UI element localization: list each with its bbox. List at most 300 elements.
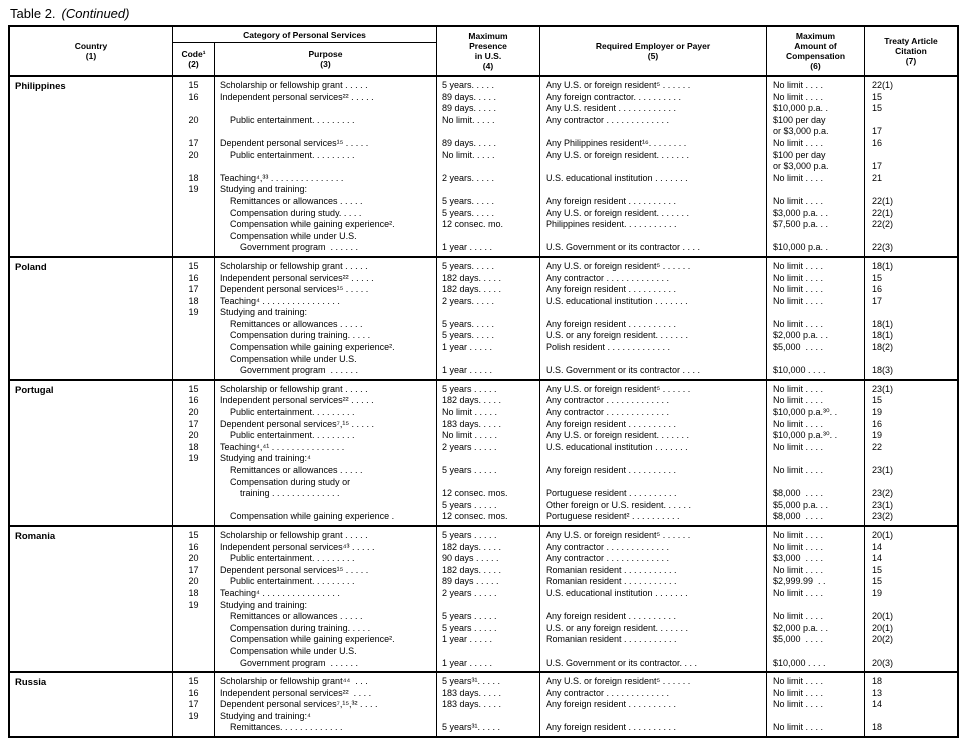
table-line: 18 xyxy=(188,587,199,598)
table-line: U.S. or any foreign resident. . . . . . . xyxy=(546,622,689,633)
table-line xyxy=(540,126,766,138)
table-line: 5 years³¹. . . . . xyxy=(442,676,501,687)
table-line xyxy=(865,150,957,162)
table-line: Any U.S. resident . . . . . . . . . . . . xyxy=(546,103,677,114)
table-line: Scholarship or fellowship grant . . . . . xyxy=(220,383,368,394)
table-line: 16 xyxy=(188,272,199,283)
table-line: Independent personal services²² . . . . . xyxy=(220,91,374,102)
table-line xyxy=(767,600,864,612)
table-line: 14 xyxy=(872,699,883,710)
country-name: Poland xyxy=(15,261,47,273)
table-line: 16 xyxy=(872,418,883,429)
table-line: Any contractor . . . . . . . . . . . . . xyxy=(546,114,670,125)
table-line xyxy=(767,646,864,658)
table-line: 5 years. . . . . xyxy=(442,260,495,271)
table-line: No limit . . . . xyxy=(773,137,824,148)
table-line: $100 per day xyxy=(773,114,826,125)
payer-column xyxy=(539,258,766,379)
table-line: Any contractor . . . . . . . . . . . . . xyxy=(546,687,670,698)
table-line: $10,000 p.a.³⁰. . xyxy=(773,430,838,441)
table-line: Scholarship or fellowship grant . . . . . xyxy=(220,529,368,540)
table-line: $10,000 p.a. . xyxy=(773,242,829,253)
table-line: 17 xyxy=(188,564,199,575)
table-header xyxy=(10,27,957,77)
table-line: Public entertainment. . . . . . . . . xyxy=(220,553,355,564)
table-line: $2,000 p.a. . . xyxy=(773,330,829,341)
table-line: U.S. Government or its contractor . . . . xyxy=(546,242,701,253)
table-line: Public entertainment. . . . . . . . . xyxy=(220,407,355,418)
table-line xyxy=(437,126,539,138)
table-line: 20(1) xyxy=(872,529,894,540)
table-title xyxy=(10,6,963,21)
table-line: U.S. educational institution . . . . . . . xyxy=(546,441,688,452)
table-line: 89 days. . . . . xyxy=(442,137,497,148)
table-line xyxy=(173,161,214,173)
table-line: 20 xyxy=(188,149,199,160)
table-line: 18 xyxy=(188,172,199,183)
table-line: Compensation while gaining experience². xyxy=(220,342,395,353)
table-line: Compensation during training. . . . . xyxy=(220,330,371,341)
table-line xyxy=(173,722,214,734)
purpose-column xyxy=(214,77,436,256)
table-line xyxy=(173,634,214,646)
table-line: 12 consec. mos. xyxy=(442,488,508,499)
table-line: 1 year . . . . . xyxy=(442,242,493,253)
table-line xyxy=(437,161,539,173)
table-line: 18(1) xyxy=(872,260,894,271)
table-line: 19 xyxy=(872,587,883,598)
table-line xyxy=(540,600,766,612)
table-line: Any U.S. or foreign resident. . . . . . . xyxy=(546,149,690,160)
table-line: Independent personal services⁴³ . . . . . xyxy=(220,541,375,552)
table-line xyxy=(173,658,214,670)
table-line: 183 days. . . . . xyxy=(442,687,502,698)
table-line: Any foreign resident . . . . . . . . . . xyxy=(546,195,677,206)
payer-column xyxy=(539,381,766,525)
country-section xyxy=(10,256,957,379)
table-line: Studying and training:⁴ xyxy=(220,710,311,721)
table-line: 20 xyxy=(188,430,199,441)
table-line: 17 xyxy=(188,699,199,710)
table-line: U.S. or any foreign resident. . . . . . . xyxy=(546,330,689,341)
table-line: 19 xyxy=(188,599,199,610)
table-line: $10,000 . . . . xyxy=(773,657,826,668)
table-line xyxy=(173,611,214,623)
table-line: 20(3) xyxy=(872,657,894,668)
table-line xyxy=(437,231,539,243)
table-line xyxy=(173,365,214,377)
table-line xyxy=(437,354,539,366)
table-line: Dependent personal services⁷,¹⁵,³² . . . . xyxy=(220,699,378,710)
table-line: 182 days. . . . . xyxy=(442,564,502,575)
table-line: Polish resident . . . . . . . . . . . . . xyxy=(546,342,671,353)
country-section xyxy=(10,379,957,525)
table-line: $7,500 p.a. . . xyxy=(773,219,829,230)
table-line: Any foreign contractor. . . . . . . . . . xyxy=(546,91,682,102)
table-line: 15 xyxy=(872,272,883,283)
payer-column xyxy=(539,77,766,256)
table-line: 5 years. . . . . xyxy=(442,207,495,218)
table-line: 22(1) xyxy=(872,195,894,206)
table-line: 5 years . . . . . xyxy=(442,529,497,540)
table-line xyxy=(173,465,214,477)
table-line: $2,999.99 . . xyxy=(773,576,826,587)
table-line xyxy=(173,231,214,243)
table-line: No limit . . . . . xyxy=(442,407,498,418)
table-line: 16 xyxy=(188,541,199,552)
table-line: 22 xyxy=(872,441,883,452)
table-line: $5,000 . . . . xyxy=(773,342,824,353)
table-line: Any contractor . . . . . . . . . . . . . xyxy=(546,407,670,418)
country-section xyxy=(10,77,957,256)
table-line: No limit . . . . xyxy=(773,676,824,687)
table-line xyxy=(215,500,436,512)
table-line: 19 xyxy=(872,430,883,441)
table-line: 15 xyxy=(188,529,199,540)
table-line: No limit. . . . . xyxy=(442,149,495,160)
table-line: Compensation during study or xyxy=(220,476,351,487)
table-line: 5 years . . . . . xyxy=(442,622,497,633)
table-line: $5,000 p.a. . . xyxy=(773,499,829,510)
table-line: Public entertainment. . . . . . . . . xyxy=(220,576,355,587)
table-line xyxy=(865,453,957,465)
table-line xyxy=(437,600,539,612)
table-line: Any foreign resident . . . . . . . . . . xyxy=(546,699,677,710)
table-line: No limit . . . . xyxy=(773,260,824,271)
table-line: No limit . . . . xyxy=(773,91,824,102)
table-line: 16 xyxy=(188,91,199,102)
table-line: Compensation during training. . . . . xyxy=(220,622,371,633)
table-line xyxy=(437,184,539,196)
table-line xyxy=(540,354,766,366)
table-line: 89 days. . . . . xyxy=(442,103,497,114)
table-line xyxy=(173,219,214,231)
table-line xyxy=(865,354,957,366)
table-line xyxy=(437,453,539,465)
table-line: U.S. educational institution . . . . . . . xyxy=(546,587,688,598)
table-line: 17 xyxy=(872,126,883,137)
table-line: Scholarship or fellowship grant . . . . . xyxy=(220,80,368,90)
table-line: Any contractor . . . . . . . . . . . . . xyxy=(546,541,670,552)
table-line: No limit . . . . xyxy=(773,687,824,698)
table-line xyxy=(865,307,957,319)
table-line xyxy=(173,103,214,115)
table-line: 19 xyxy=(872,407,883,418)
table-line: 183 days. . . . . xyxy=(442,418,502,429)
table-line: 2 years . . . . . xyxy=(442,441,497,452)
table-line: 2 years . . . . . xyxy=(442,587,497,598)
table-line: Independent personal services²² . . . . . xyxy=(220,395,374,406)
table-line: Teaching⁴ . . . . . . . . . . . . . . . . xyxy=(220,587,340,598)
table-line xyxy=(865,477,957,489)
table-line: Compensation during study. . . . . xyxy=(220,207,362,218)
table-line: No limit. . . . . xyxy=(442,114,495,125)
table-line xyxy=(173,477,214,489)
table-line: 5 years. . . . . xyxy=(442,80,495,90)
table-line: Studying and training: xyxy=(220,307,308,318)
table-line: Compensation while under U.S. xyxy=(220,353,357,364)
table-line: Any contractor . . . . . . . . . . . . . xyxy=(546,272,670,283)
table-line xyxy=(437,307,539,319)
citation-column xyxy=(864,673,957,736)
table-line: Any contractor . . . . . . . . . . . . . xyxy=(546,395,670,406)
table-line xyxy=(173,623,214,635)
table-line: 22(2) xyxy=(872,219,894,230)
table-line: 5 years³¹. . . . . xyxy=(442,722,501,733)
header-code: Code¹ (2) xyxy=(172,43,214,75)
table-line xyxy=(173,319,214,331)
table-line: 22(1) xyxy=(872,207,894,218)
table-line xyxy=(215,126,436,138)
table-line xyxy=(540,231,766,243)
table-line: 17 xyxy=(188,284,199,295)
table-line: 18 xyxy=(188,441,199,452)
table-line: Teaching⁴ . . . . . . . . . . . . . . . . xyxy=(220,295,340,306)
table-line: Independent personal services²² . . . . . xyxy=(220,272,374,283)
table-line: 15 xyxy=(188,80,199,90)
table-line: 14 xyxy=(872,541,883,552)
table-line: 21 xyxy=(872,172,883,183)
purpose-column xyxy=(214,258,436,379)
table-line xyxy=(767,477,864,489)
table-line: 20 xyxy=(188,407,199,418)
table-line: 15 xyxy=(872,103,883,114)
header-treaty-article-citation: Treaty Article Citation (7) xyxy=(864,27,957,75)
table-line: 19 xyxy=(188,307,199,318)
table-line xyxy=(540,477,766,489)
table-line: No limit . . . . xyxy=(773,80,824,90)
table-line xyxy=(173,330,214,342)
table-line: 15 xyxy=(872,91,883,102)
table-line: No limit . . . . xyxy=(773,541,824,552)
table-line xyxy=(540,307,766,319)
presence-column xyxy=(436,527,539,671)
table-line: 89 days. . . . . xyxy=(442,91,497,102)
table-line: No limit . . . . xyxy=(773,699,824,710)
table-line: 22(1) xyxy=(872,80,894,90)
table-line: 5 years. . . . . xyxy=(442,330,495,341)
table-line: Independent personal services²² . . . . xyxy=(220,687,372,698)
citation-column xyxy=(864,527,957,671)
table-line: 18(1) xyxy=(872,318,894,329)
table-line: Scholarship or fellowship grant . . . . . xyxy=(220,260,368,271)
table-line: 5 years. . . . . xyxy=(442,318,495,329)
purpose-column xyxy=(214,527,436,671)
table-line xyxy=(767,354,864,366)
table-line: 2 years. . . . . xyxy=(442,295,495,306)
table-line: Any foreign resident . . . . . . . . . . xyxy=(546,465,677,475)
table-line xyxy=(865,600,957,612)
table-body xyxy=(10,77,957,736)
table-line: 17 xyxy=(872,161,883,172)
amount-column xyxy=(766,381,864,525)
table-line: 5 years . . . . . xyxy=(442,499,497,510)
table-line: Other foreign or U.S. resident. . . . . . xyxy=(546,499,692,510)
table-line: 20 xyxy=(188,114,199,125)
table-line: Any U.S. or foreign resident. . . . . . . xyxy=(546,207,690,218)
table-line: No limit . . . . xyxy=(773,295,824,306)
table-line xyxy=(865,231,957,243)
table-line: Remittances or allowances . . . . . xyxy=(220,318,363,329)
amount-column xyxy=(766,673,864,736)
table-line: $10,000 p.a.³⁰. . xyxy=(773,407,838,418)
table-line xyxy=(173,196,214,208)
table-line: U.S. educational institution . . . . . . . xyxy=(546,295,688,306)
table-line: Any foreign resident . . . . . . . . . . xyxy=(546,611,677,622)
table-line xyxy=(767,453,864,465)
table-line: 90 days . . . . . xyxy=(442,553,499,564)
table-line: 15 xyxy=(872,576,883,587)
table-line: 18(2) xyxy=(872,342,894,353)
table-line xyxy=(540,184,766,196)
table-line: 23(1) xyxy=(872,499,894,510)
code-column xyxy=(172,527,214,671)
purpose-column xyxy=(214,673,436,736)
table-line: 23(2) xyxy=(872,488,894,499)
table-line xyxy=(437,477,539,489)
table-line xyxy=(173,126,214,138)
table-line xyxy=(173,354,214,366)
table-line: Philippines resident. . . . . . . . . . . xyxy=(546,219,677,230)
table-line: Dependent personal services¹⁵ . . . . . xyxy=(220,564,369,575)
table-line: 89 days . . . . . xyxy=(442,576,499,587)
table-line: U.S. Government or its contractor. . . . xyxy=(546,657,698,668)
table-line: Remittances or allowances . . . . . xyxy=(220,465,363,475)
table-line: 23(1) xyxy=(872,383,894,394)
table-line: No limit . . . . xyxy=(773,465,824,475)
table-line xyxy=(173,511,214,523)
table-line: 18 xyxy=(872,722,883,733)
table-line: Remittances or allowances . . . . . xyxy=(220,195,363,206)
table-line: 20(2) xyxy=(872,634,894,645)
table-line xyxy=(215,103,436,115)
amount-column xyxy=(766,258,864,379)
country-name: Russia xyxy=(15,677,47,689)
citation-column xyxy=(864,77,957,256)
table-line: Dependent personal services⁷,¹⁵ . . . . . xyxy=(220,418,375,429)
code-column xyxy=(172,673,214,736)
table-line: 17 xyxy=(872,295,883,306)
amount-column xyxy=(766,77,864,256)
table-line: 20(1) xyxy=(872,622,894,633)
table-line: Compensation while under U.S. xyxy=(220,230,357,241)
table-line: $3,000 . . . . xyxy=(773,553,824,564)
table-line: Compensation while under U.S. xyxy=(220,645,357,656)
country-section xyxy=(10,671,957,736)
table-line: Dependent personal services¹⁵ . . . . . xyxy=(220,284,369,295)
table-line: Studying and training: xyxy=(220,184,308,195)
table-line xyxy=(865,646,957,658)
table-line: $10,000 p.a. . xyxy=(773,103,829,114)
table-line: 1 year . . . . . xyxy=(442,657,493,668)
table-line: 12 consec. mos. xyxy=(442,511,508,522)
table-line xyxy=(767,184,864,196)
table-line: 16 xyxy=(872,284,883,295)
table-line xyxy=(173,488,214,500)
header-category-of-personal-services: Category of Personal Services xyxy=(172,27,436,43)
table-line: $8,000 . . . . xyxy=(773,488,824,499)
table-line: $10,000 . . . . xyxy=(773,365,826,376)
table-line: 20 xyxy=(188,553,199,564)
table-line: Compensation while gaining experience². xyxy=(220,634,395,645)
table-line: 14 xyxy=(872,553,883,564)
table-line: Any Philippines resident¹⁶. . . . . . . . xyxy=(546,137,687,148)
table-line: Any U.S. or foreign resident⁵ . . . . . . xyxy=(546,260,691,271)
table-line xyxy=(540,646,766,658)
table-line: Teaching⁴,⁴¹ . . . . . . . . . . . . . . . xyxy=(220,441,345,452)
table-line: 18(1) xyxy=(872,330,894,341)
table-line xyxy=(767,307,864,319)
table-line: No limit . . . . xyxy=(773,195,824,206)
table-line: No limit . . . . xyxy=(773,587,824,598)
table-line xyxy=(215,161,436,173)
table-line: 1 year . . . . . xyxy=(442,342,493,353)
table-line: 5 years . . . . . xyxy=(442,465,497,475)
treaty-compensation-table xyxy=(8,25,959,738)
table-line: Any contractor . . . . . . . . . . . . . xyxy=(546,553,670,564)
table-line: 5 years . . . . . xyxy=(442,611,497,622)
table-line xyxy=(437,646,539,658)
presence-column xyxy=(436,77,539,256)
presence-column xyxy=(436,381,539,525)
table-line: Any U.S. or foreign resident. . . . . . . xyxy=(546,430,690,441)
table-line: No limit . . . . xyxy=(773,564,824,575)
table-line: 20(1) xyxy=(872,611,894,622)
table-line: 15 xyxy=(872,564,883,575)
table-line xyxy=(173,500,214,512)
table-line: Public entertainment. . . . . . . . . xyxy=(220,114,355,125)
table-line: 5 years . . . . . xyxy=(442,383,497,394)
table-line: No limit . . . . xyxy=(773,172,824,183)
table-line: No limit . . . . xyxy=(773,722,824,733)
table-line: Remittances or allowances . . . . . xyxy=(220,611,363,622)
table-line: 2 years. . . . . xyxy=(442,172,495,183)
table-line: $100 per day xyxy=(773,149,826,160)
presence-column xyxy=(436,673,539,736)
table-line: No limit . . . . . xyxy=(442,430,498,441)
table-line: Portuguese resident² . . . . . . . . . . xyxy=(546,511,680,522)
table-line xyxy=(865,184,957,196)
table-line: Compensation while gaining experience . xyxy=(220,511,395,522)
table-line: 15 xyxy=(188,260,199,271)
table-line: Any foreign resident . . . . . . . . . . xyxy=(546,284,677,295)
code-column xyxy=(172,258,214,379)
table-title-continued: (Continued) xyxy=(61,6,130,21)
table-line: 22(3) xyxy=(872,242,894,253)
table-line: 15 xyxy=(872,395,883,406)
table-line xyxy=(865,115,957,127)
table-line: 23(1) xyxy=(872,465,894,475)
table-line: No limit . . . . xyxy=(773,529,824,540)
table-line: Teaching⁴,³³ . . . . . . . . . . . . . . . xyxy=(220,172,344,183)
table-line: No limit . . . . xyxy=(773,318,824,329)
table-line: Romanian resident . . . . . . . . . . . xyxy=(546,564,677,575)
table-line: Scholarship or fellowship grant⁴⁴ . . . xyxy=(220,676,368,687)
table-line: No limit . . . . xyxy=(773,272,824,283)
code-column xyxy=(172,77,214,256)
citation-column xyxy=(864,258,957,379)
country-name: Philippines xyxy=(15,81,66,92)
table-line xyxy=(540,161,766,173)
payer-column xyxy=(539,527,766,671)
table-line xyxy=(173,208,214,220)
table-line: 17 xyxy=(188,418,199,429)
country-name: Romania xyxy=(15,530,56,542)
table-line: 16 xyxy=(188,687,199,698)
table-line: 15 xyxy=(188,383,199,394)
country-section xyxy=(10,525,957,671)
table-line: 16 xyxy=(872,137,883,148)
